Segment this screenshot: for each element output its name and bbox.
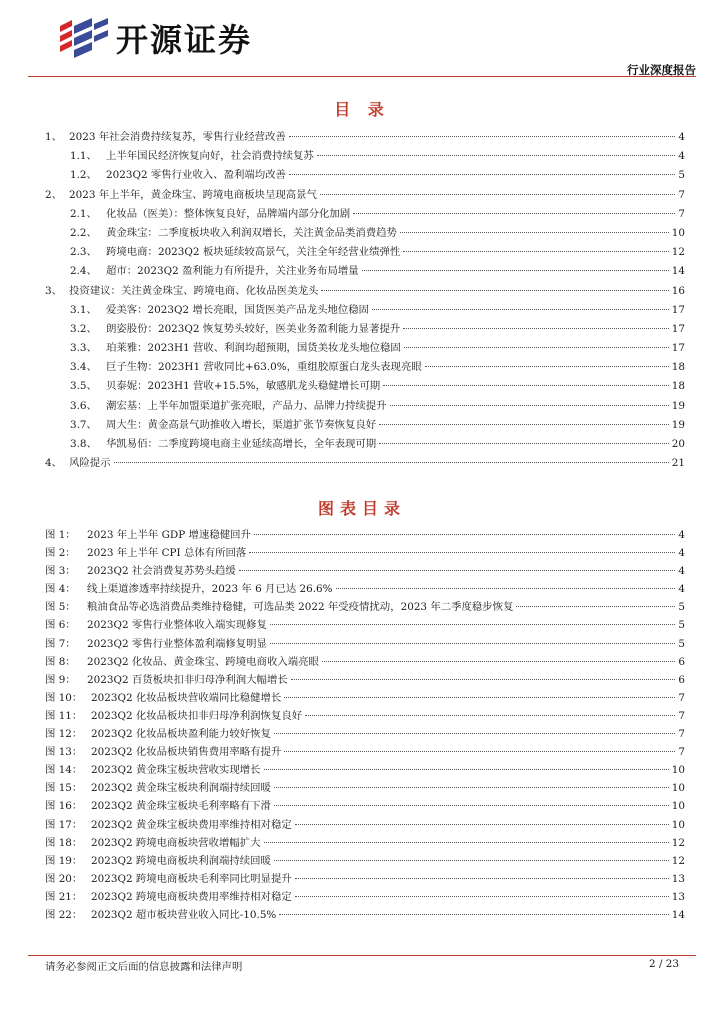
figure-entry-num: 图 22：: [45, 908, 83, 921]
figure-entry-text: 2023Q2 超市板块营业收入同比-10.5%: [91, 908, 277, 921]
toc-entry-text: 2023 年社会消费持续复苏，零售行业经营改善: [69, 131, 286, 143]
toc-entry-num: 3.1、: [70, 303, 97, 316]
figure-entry-num: 图 11：: [45, 709, 83, 722]
toc-entry[interactable]: [45, 243, 685, 262]
figure-entry-page: 7: [678, 728, 685, 741]
dot-leader: [284, 697, 675, 698]
toc-entry[interactable]: [45, 397, 685, 416]
figure-entry-num: 图 17：: [45, 818, 83, 831]
figure-entry-page: 5: [678, 637, 685, 650]
figure-entry[interactable]: [45, 906, 685, 924]
toc-entry-num: 4、: [45, 457, 63, 470]
toc-entry-page: 20: [671, 438, 685, 450]
figure-entry-page: 7: [678, 709, 685, 722]
figure-entry-text: 2023Q2 化妆品板块营收端同比稳健增长: [91, 691, 282, 704]
figure-entry[interactable]: [45, 797, 685, 815]
figure-entry-num: 图 15：: [45, 782, 83, 795]
figure-entry-text: 2023Q2 化妆品板块销售费用率略有提升: [91, 746, 282, 759]
figure-entry[interactable]: [45, 870, 685, 888]
figure-entry[interactable]: [45, 544, 685, 562]
toc-entry-page: 4: [678, 150, 685, 163]
toc-entry-text: 超市：2023Q2 盈利能力有所提升，关注业务布局增量: [106, 265, 359, 278]
toc-entry-text: 周大生：黄金高景气助推收入增长，渠道扩张节奏恢复良好: [106, 418, 377, 431]
dot-leader: [295, 896, 669, 897]
figure-entry[interactable]: [45, 779, 685, 797]
toc-entry-text: 跨境电商：2023Q2 板块延续较高景气，关注全年经营业绩弹性: [106, 246, 401, 259]
toc-entry-num: 1.2、: [70, 169, 97, 182]
toc-entry-num: 3.5、: [70, 380, 97, 393]
dot-leader: [274, 787, 669, 788]
figure-entry-text: 线上渠道渗透率持续提升，2023 年 6 月已达 26.6%: [87, 583, 333, 596]
toc-entry-num: 2.3、: [70, 246, 97, 259]
dot-leader: [270, 624, 675, 625]
report-type-label: 行业深度报告: [627, 63, 696, 77]
toc-entry[interactable]: [45, 147, 685, 166]
figure-entry[interactable]: [45, 580, 685, 598]
figure-entry-text: 2023Q2 黄金珠宝板块营收实现增长: [91, 764, 261, 777]
toc-entry[interactable]: [45, 339, 685, 358]
toc-entry-page: 18: [671, 361, 685, 374]
dot-leader: [362, 270, 669, 271]
toc-entry[interactable]: [45, 358, 685, 377]
dot-leader: [403, 328, 669, 329]
toc-entry-num: 3.6、: [70, 399, 97, 412]
figure-entry-text: 2023 年上半年 CPI 总体有所回落: [87, 547, 247, 560]
figure-entry[interactable]: [45, 598, 685, 616]
toc-entry-page: 7: [678, 207, 685, 220]
toc-entry-page: 10: [671, 226, 685, 239]
dot-leader: [317, 155, 676, 156]
toc-entry-num: 3.4、: [70, 361, 97, 374]
figure-entry-page: 4: [678, 583, 685, 596]
dot-leader: [289, 174, 675, 175]
figure-entry[interactable]: [45, 761, 685, 779]
toc-entry-text: 珀莱雅：2023H1 营收、利润均超预期，国货美妆龙头地位稳固: [106, 342, 401, 355]
dot-leader: [295, 878, 669, 879]
dot-leader: [254, 534, 675, 535]
figure-entry-num: 图 5：: [45, 601, 76, 614]
figure-entry-num: 图 20：: [45, 872, 83, 885]
toc-entry-page: 19: [671, 399, 685, 412]
figure-entry[interactable]: [45, 888, 685, 906]
toc-entry-num: 3.2、: [70, 322, 97, 335]
toc-entry-num: 2.4、: [70, 265, 97, 278]
figure-entry-num: 图 2：: [45, 547, 76, 560]
dot-leader: [291, 679, 676, 680]
footer-divider: [28, 955, 696, 956]
figure-entry-page: 12: [671, 836, 685, 849]
toc-entry-text: 华凯易佰：二季度跨境电商主业延续高增长，全年表现可期: [106, 438, 377, 450]
toc-title: 目 录: [334, 100, 390, 119]
figure-entry-text: 2023Q2 化妆品板块盈利能力较好恢复: [91, 728, 271, 741]
toc-entry-page: 14: [671, 265, 685, 278]
header-divider: [28, 76, 696, 77]
figure-entry[interactable]: [45, 653, 685, 671]
figure-entry-text: 2023Q2 百货板块扣非归母净利润大幅增长: [87, 673, 288, 686]
figure-entry-text: 2023Q2 黄金珠宝板块利润端持续回暖: [91, 782, 271, 795]
toc-entry[interactable]: [45, 224, 685, 243]
toc-entry-num: 1、: [45, 131, 63, 143]
toc-entry[interactable]: [45, 416, 685, 435]
figure-entry-num: 图 3：: [45, 565, 76, 578]
page-indicator: 2 / 23: [649, 958, 679, 970]
table-of-contents: [45, 128, 685, 473]
dot-leader: [353, 213, 675, 214]
figure-entry-text: 2023Q2 跨境电商板块费用率维持相对稳定: [91, 890, 292, 903]
figure-entry[interactable]: [45, 526, 685, 544]
toc-entry[interactable]: [45, 454, 685, 473]
toc-entry-text: 2023Q2 零售行业收入、盈利端均改善: [106, 169, 286, 182]
dot-leader: [274, 733, 675, 734]
figure-entry-num: 图 4：: [45, 583, 76, 596]
figure-entry[interactable]: [45, 689, 685, 707]
figure-entry-page: 10: [671, 800, 685, 813]
toc-entry-num: 3.8、: [70, 438, 97, 450]
figure-entry-num: 图 10：: [45, 691, 83, 704]
figure-entry-page: 4: [678, 529, 685, 541]
toc-entry-num: 3、: [45, 284, 63, 297]
toc-entry-page: 16: [671, 284, 685, 297]
figure-entry-num: 图 9：: [45, 673, 76, 686]
dot-leader: [400, 232, 669, 233]
dot-leader: [320, 194, 675, 195]
dot-leader: [379, 424, 669, 425]
toc-entry[interactable]: [45, 166, 685, 185]
figure-entry-num: 图 18：: [45, 836, 83, 849]
toc-entry-text: 风险提示: [69, 457, 111, 470]
figure-entry-page: 5: [678, 619, 685, 632]
figure-entry-text: 2023Q2 零售行业整体盈利端修复明显: [87, 637, 267, 650]
figure-entry-text: 2023Q2 跨境电商板块营收增幅扩大: [91, 836, 261, 849]
figure-entry-text: 2023Q2 零售行业整体收入端实现修复: [87, 619, 267, 632]
toc-entry-text: 2023 年上半年，黄金珠宝、跨境电商板块呈现高景气: [69, 188, 317, 201]
dot-leader: [379, 443, 669, 444]
toc-entry[interactable]: [45, 435, 685, 454]
dot-leader: [114, 462, 669, 463]
toc-entry[interactable]: [45, 320, 685, 339]
dot-leader: [274, 860, 669, 861]
toc-entry-text: 爱美客：2023Q2 增长亮眼，国货医美产品龙头地位稳固: [106, 303, 370, 316]
figure-entry-page: 14: [671, 908, 685, 921]
dot-leader: [516, 606, 675, 607]
toc-entry-text: 投资建议：关注黄金珠宝、跨境电商、化妆品医美龙头: [69, 284, 319, 297]
figure-entry-page: 4: [678, 547, 685, 560]
toc-entry-page: 4: [678, 131, 685, 143]
figure-entry-page: 5: [678, 601, 685, 614]
figure-entry-text: 2023Q2 化妆品板块扣非归母净利润恢复良好: [91, 709, 303, 722]
figure-entry-page: 13: [671, 872, 685, 885]
toc-entry[interactable]: [45, 128, 685, 147]
dot-leader: [274, 805, 669, 806]
toc-entry-page: 18: [671, 380, 685, 393]
figure-entry-page: 10: [671, 818, 685, 831]
figure-entry-num: 图 1：: [45, 529, 76, 541]
dot-leader: [239, 570, 676, 571]
dot-leader: [295, 824, 669, 825]
dot-leader: [403, 251, 669, 252]
toc-entry-page: 17: [671, 303, 685, 316]
figure-entry-text: 2023Q2 黄金珠宝板块费用率维持相对稳定: [91, 818, 292, 831]
figure-entry-page: 13: [671, 890, 685, 903]
dot-leader: [390, 405, 669, 406]
toc-entry-page: 12: [671, 246, 685, 259]
figures-title: 图表目录: [317, 499, 406, 518]
toc-entry-page: 7: [678, 188, 685, 201]
figure-entry-page: 10: [671, 764, 685, 777]
figure-entry[interactable]: [45, 707, 685, 725]
figure-list: [45, 526, 685, 924]
toc-entry-page: 21: [671, 457, 685, 470]
figure-entry-text: 2023Q2 社会消费复苏势头趋缓: [87, 565, 236, 578]
figure-entry-num: 图 19：: [45, 854, 83, 867]
toc-entry-num: 3.7、: [70, 418, 97, 431]
figure-entry[interactable]: [45, 725, 685, 743]
figure-entry[interactable]: [45, 635, 685, 653]
toc-entry[interactable]: [45, 262, 685, 281]
toc-entry[interactable]: [45, 205, 685, 224]
dot-leader: [249, 552, 675, 553]
toc-entry-text: 巨子生物：2023H1 营收同比+63.0%，重组胶原蛋白龙头表现亮眼: [106, 361, 422, 374]
figure-entry-num: 图 7：: [45, 637, 76, 650]
toc-entry-page: 5: [678, 169, 685, 182]
figure-entry-page: 12: [671, 854, 685, 867]
dot-leader: [383, 385, 669, 386]
figure-entry-text: 2023Q2 化妆品、黄金珠宝、跨境电商收入端亮眼: [87, 655, 319, 668]
toc-entry-page: 17: [671, 342, 685, 355]
footer-disclaimer: 请务必参阅正文后面的信息披露和法律声明: [45, 961, 243, 973]
dot-leader: [289, 136, 676, 137]
dot-leader: [321, 290, 668, 291]
dot-leader: [322, 661, 675, 662]
toc-entry[interactable]: [45, 282, 685, 301]
figure-entry-num: 图 16：: [45, 800, 83, 813]
toc-entry-text: 化妆品（医美）：整体恢复良好，品牌端内部分化加剧: [106, 207, 351, 220]
figure-entry-num: 图 12：: [45, 728, 83, 741]
figure-entry[interactable]: [45, 852, 685, 870]
dot-leader: [270, 643, 675, 644]
figure-entry[interactable]: [45, 562, 685, 580]
figure-entry[interactable]: [45, 743, 685, 761]
figure-entry-page: 10: [671, 782, 685, 795]
figure-entry-page: 7: [678, 691, 685, 704]
toc-entry-num: 1.1、: [70, 150, 97, 163]
figure-entry-page: 7: [678, 746, 685, 759]
toc-entry-num: 2.1、: [70, 207, 97, 220]
toc-entry-text: 贝泰妮：2023H1 营收+15.5%，敏感肌龙头稳健增长可期: [106, 380, 381, 393]
dot-leader: [284, 751, 675, 752]
dot-leader: [336, 588, 676, 589]
dot-leader: [425, 366, 669, 367]
toc-entry-text: 潮宏基：上半年加盟渠道扩张亮眼，产品力、品牌力持续提升: [106, 399, 387, 412]
figure-entry-num: 图 14：: [45, 764, 83, 777]
figure-entry[interactable]: [45, 671, 685, 689]
figure-entry-num: 图 21：: [45, 890, 83, 903]
figure-entry-text: 2023 年上半年 GDP 增速稳健回升: [87, 529, 251, 541]
toc-entry-text: 朗姿股份：2023Q2 恢复势头较好，医美业务盈利能力显著提升: [106, 322, 401, 335]
company-name: 开源证券: [116, 21, 253, 59]
figure-entry[interactable]: [45, 616, 685, 634]
figure-entry-page: 4: [678, 565, 685, 578]
figure-entry-num: 图 6：: [45, 619, 76, 632]
figure-entry-text: 2023Q2 黄金珠宝板块毛利率略有下滑: [91, 800, 271, 813]
figure-entry-text: 2023Q2 跨境电商板块毛利率同比明显提升: [91, 872, 292, 885]
dot-leader: [305, 715, 675, 716]
toc-entry[interactable]: [45, 377, 685, 396]
company-logo: [58, 18, 252, 62]
page-header: [28, 0, 696, 86]
dot-leader: [404, 347, 669, 348]
toc-entry-text: 黄金珠宝：二季度板块收入利润双增长，关注黄金品类消费趋势: [106, 226, 397, 239]
toc-entry-num: 2、: [45, 188, 63, 201]
toc-entry-page: 19: [671, 418, 685, 431]
toc-entry-text: 上半年国民经济恢复向好，社会消费持续复苏: [106, 150, 314, 163]
logo-mark-icon: [58, 18, 110, 62]
dot-leader: [372, 309, 669, 310]
toc-entry[interactable]: [45, 186, 685, 205]
toc-entry[interactable]: [45, 301, 685, 320]
toc-entry-page: 17: [671, 322, 685, 335]
dot-leader: [264, 769, 669, 770]
figure-entry-num: 图 8：: [45, 655, 76, 668]
figure-entry-page: 6: [678, 655, 685, 668]
figure-entry-text: 粮油食品等必选消费品类维持稳健，可选品类 2022 年受疫情扰动，2023 年二季度稳步恢复: [87, 601, 514, 614]
figure-entry-page: 6: [678, 673, 685, 686]
figure-entry-text: 2023Q2 跨境电商板块利润端持续回暖: [91, 854, 271, 867]
toc-entry-num: 2.2、: [70, 226, 97, 239]
dot-leader: [279, 914, 668, 915]
dot-leader: [264, 842, 669, 843]
figure-entry-num: 图 13：: [45, 746, 83, 759]
figure-entry[interactable]: [45, 834, 685, 852]
toc-entry-num: 3.3、: [70, 342, 97, 355]
figure-entry[interactable]: [45, 816, 685, 834]
